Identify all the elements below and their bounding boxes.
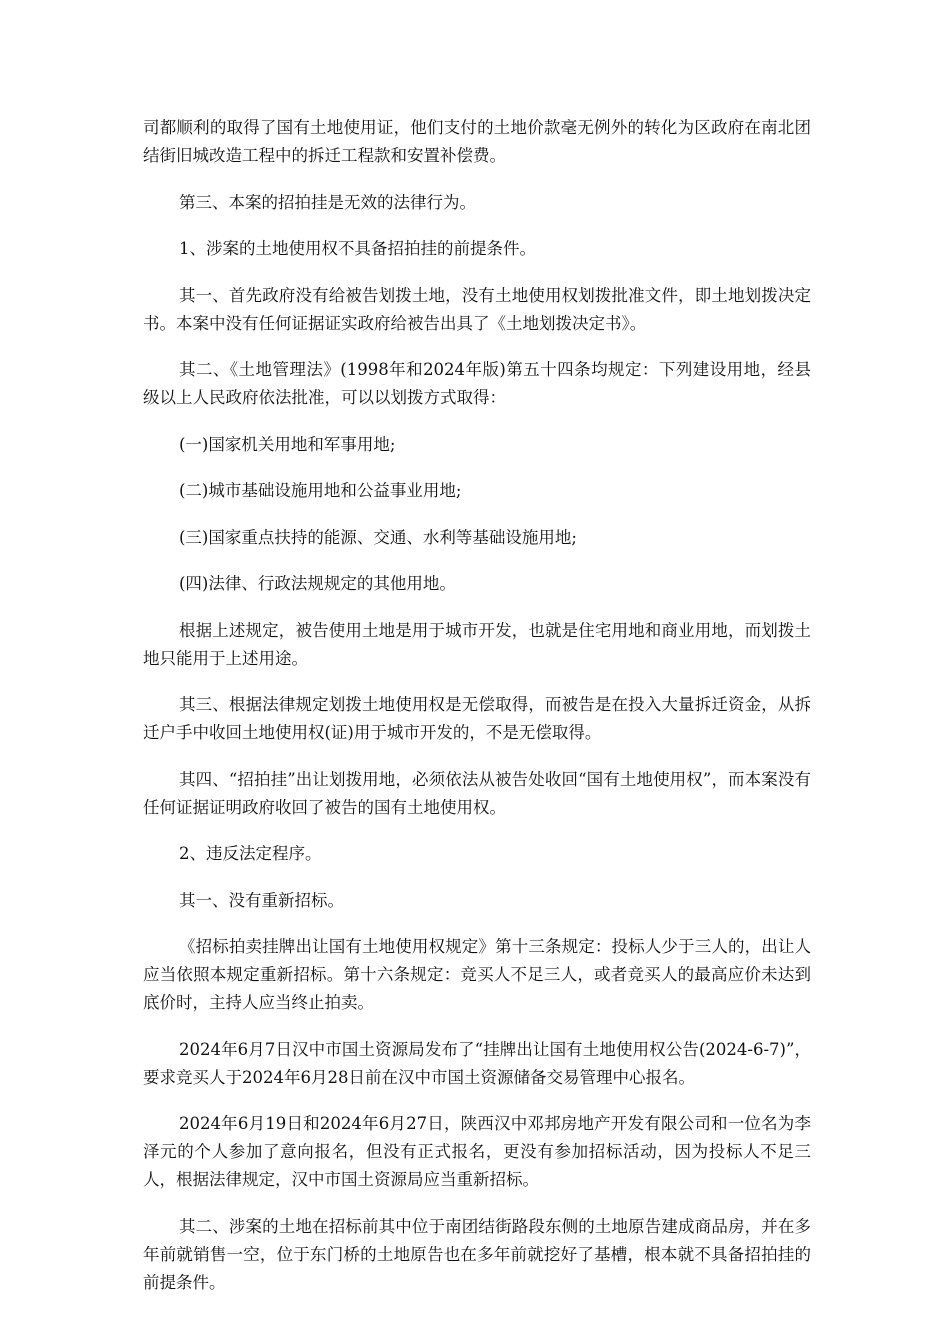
paragraph: 其一、没有重新招标。 xyxy=(179,890,344,910)
paragraph: 2024年6月19日和2024年6月27日，陕西汉中邓邦房地产开发有限公司和一位名为李泽元的个人参加了意向报名，但没有正式报名，更没有参加招标活动，因为投标人不足三人，根据法律规定，汉中市国土资源局应当重新招标。 xyxy=(143,1114,811,1189)
list-item: (三)国家重点扶持的能源、交通、水利等基础设施用地; xyxy=(179,527,577,547)
subsection-heading: 2、违反法定程序。 xyxy=(179,844,322,863)
subsection-heading: 1、涉案的土地使用权不具备招拍挂的前提条件。 xyxy=(179,239,536,258)
list-item: (一)国家机关用地和军事用地; xyxy=(179,434,396,454)
paragraph: 《招标拍卖挂牌出让国有土地使用权规定》第十三条规定：投标人少于三人的，出让人应当依照本规定重新招标。第十六条规定：竞买人不足三人，或者竞买人的最高应价未达到底价时，主持人应当终止拍卖。 xyxy=(143,937,811,1012)
paragraph: 其二、《土地管理法》(1998年和2024年版)第五十四条均规定：下列建设用地，经县级以上人民政府依法批准，可以以划拨方式取得： xyxy=(143,360,811,407)
list-item: (二)城市基础设施用地和公益事业用地; xyxy=(179,481,462,500)
paragraph: 其四、“招拍挂”出让划拨用地，必须依法从被告处收回“国有土地使用权”，而本案没有任何证据证明政府收回了被告的国有土地使用权。 xyxy=(143,769,811,817)
paragraph: 2024年6月7日汉中市国土资源局发布了“挂牌出让国有土地使用权公告(2024-6-7)”，要求竞买人于2024年6月28日前在汉中市国土资源储备交易管理中心报名。 xyxy=(143,1039,811,1087)
paragraph: 其二、涉案的土地在招标前其中位于南团结街路段东侧的土地原告建成商品房，并在多年前就销售一空，位于东门桥的土地原告也在多年前就挖好了基槽，根本就不具备招拍挂的前提条件。 xyxy=(143,1216,811,1292)
list-item: (四)法律、行政法规规定的其他用地。 xyxy=(179,574,456,593)
document-body xyxy=(143,114,811,1314)
paragraph: 司都顺利的取得了国有土地使用证，他们支付的土地价款毫无例外的转化为区政府在南北团结街旧城改造工程中的拆迁工程款和安置补偿费。 xyxy=(143,118,811,165)
paragraph: 其一、首先政府没有给被告划拨土地，没有土地使用权划拨批准文件，即土地划拨决定书。本案中没有任何证据证实政府给被告出具了《土地划拨决定书》。 xyxy=(143,285,811,333)
paragraph: 根据上述规定，被告使用土地是用于城市开发，也就是住宅用地和商业用地，而划拨土地只能用于上述用途。 xyxy=(143,620,811,668)
paragraph: 其三、根据法律规定划拨土地使用权是无偿取得，而被告是在投入大量拆迁资金，从拆迁户手中收回土地使用权(证)用于城市开发的，不是无偿取得。 xyxy=(143,695,811,742)
section-heading: 第三、本案的招拍挂是无效的法律行为。 xyxy=(179,192,476,212)
